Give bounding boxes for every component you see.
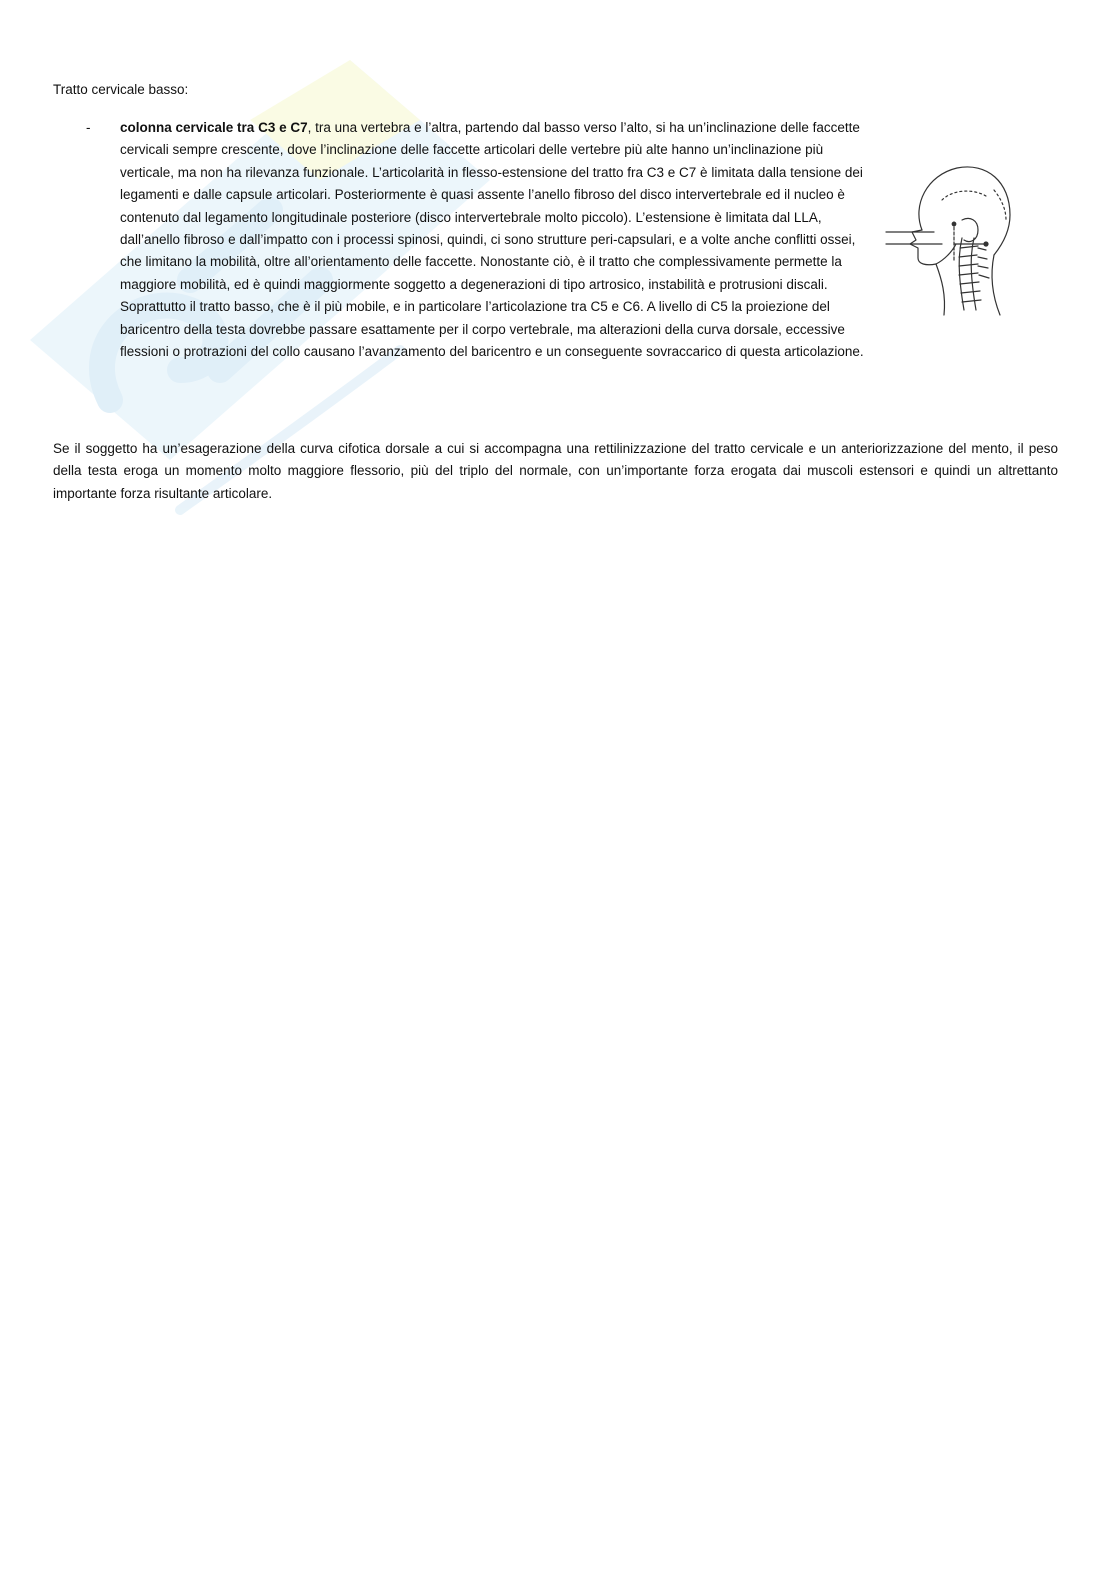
- bullet-paragraph: [120, 117, 868, 363]
- section-heading: Tratto cervicale basso:: [53, 82, 189, 97]
- bullet-bold-lead: colonna cervicale tra C3 e C7: [120, 120, 308, 135]
- bullet-marker: -: [86, 120, 91, 135]
- bullet-body: , tra una vertebra e l’altra, partendo dal basso verso l’alto, si ha un’inclinazione delle faccette cervicali sempre crescente, dove l’inclinazione delle faccette articolari delle vertebre più alte hanno un’inclinazione più verticale, ma non ha rilevanza funzionale. L’articolarità in flesso-estensione del tratto fra C3 e C7 è limitata dalla tensione dei legamenti e dalle capsule articolari. Posteriormente è quasi assente l’anello fibroso del disco intervertebrale ed il nucleo è contenuto dal legamento longitudinale posteriore (disco intervertebrale molto piccolo). L’estensione è limitata dal LLA, dall’anello fibroso e dall’impatto con i processi spinosi, quindi, ci sono strutture peri-capsulari, e a volte anche conflitti ossei, che limitano la mobilità, oltre all’orientamento delle faccette. Nonostante ciò, è il tratto che complessivamente permette la maggiore mobilità, ed è quindi maggiormente soggetto a degenerazioni di tipo artrosico, instabilità e protrusioni discali. Soprattutto il tratto basso, che è il più mobile, e in particolare l’articolazione tra C5 e C6. A livello di C5 la proiezione del baricentro della testa dovrebbe passare esattamente per il corpo vertebrale, ma alterazioni della curva dorsale, eccessive flessioni o protrazioni del collo causano l’avanzamento del baricentro e un conseguente sovraccarico di questa articolazione.: [120, 120, 864, 360]
- head-neck-spine-illustration-icon: [882, 160, 1022, 320]
- body-paragraph: Se il soggetto ha un’esagerazione della curva cifotica dorsale a cui si accompagna una rettilinizzazione del tratto cervicale e un anteriorizzazione del mento, il peso della testa eroga un momento molto maggiore flessorio, più del triplo del normale, con un’importante forza erogata dai muscoli estensori e quindi un altrettanto importante forza risultante articolare.: [53, 441, 1058, 501]
